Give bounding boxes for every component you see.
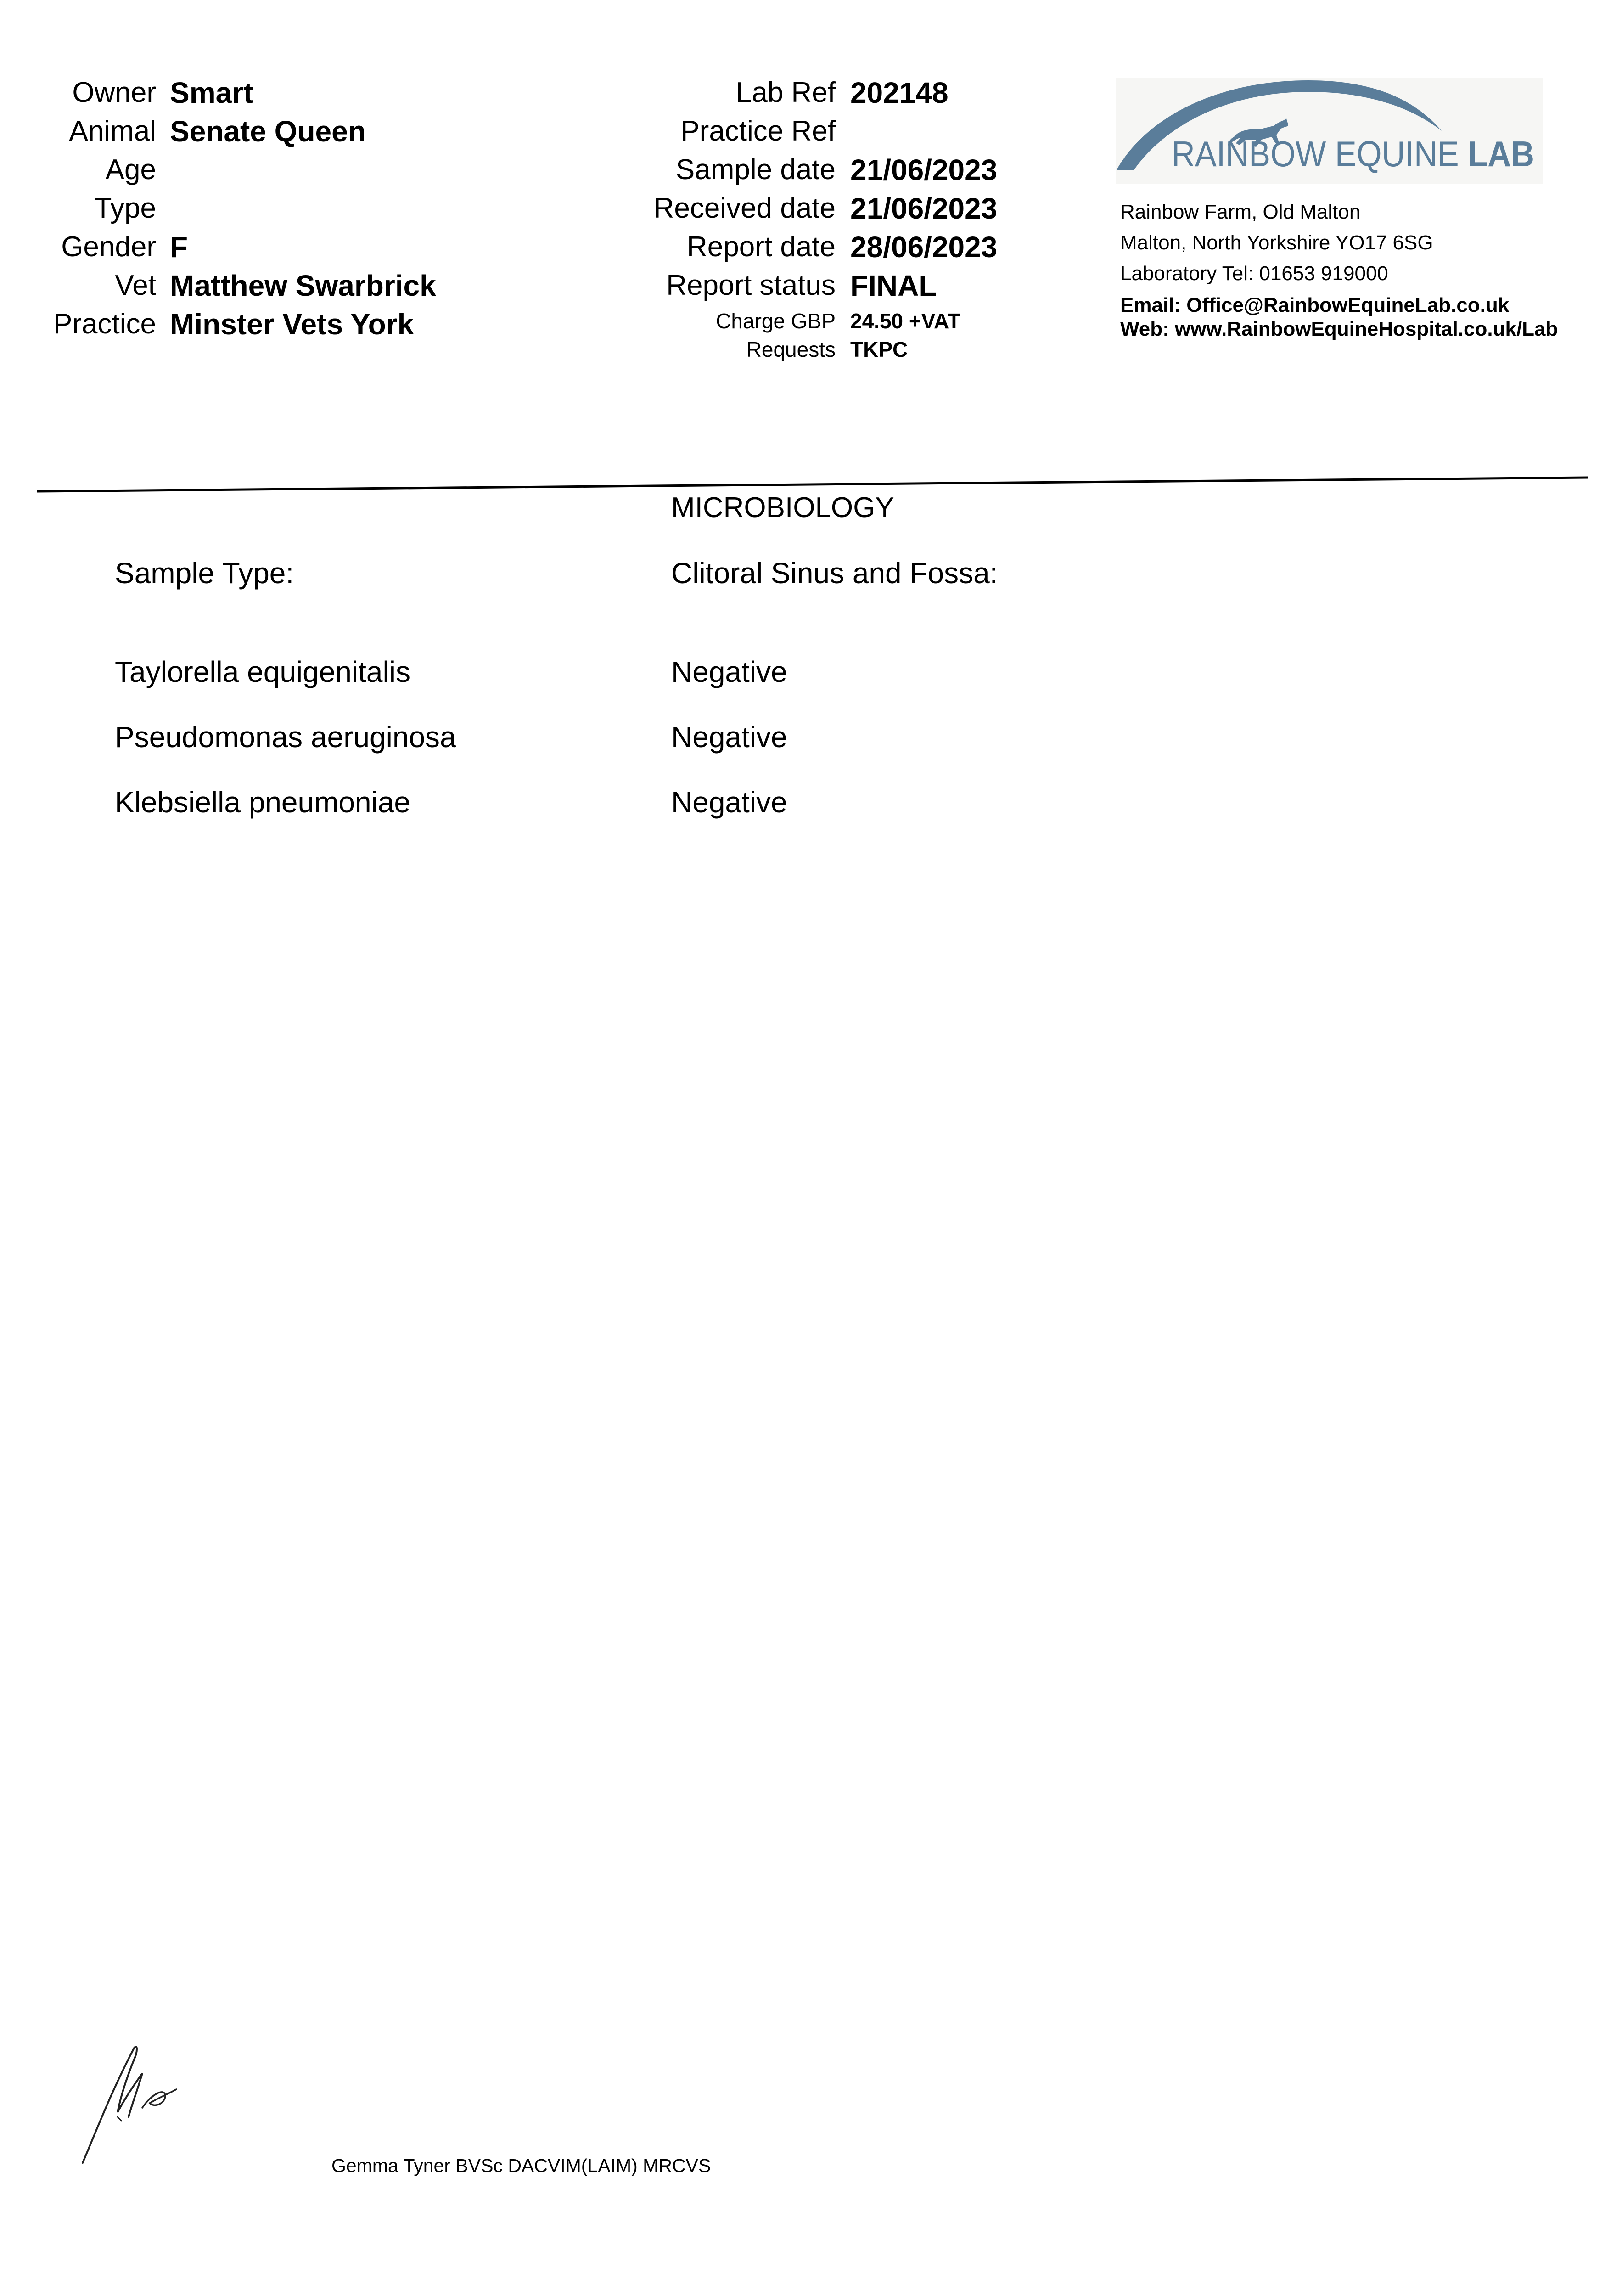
lab-address-line1: Rainbow Farm, Old Malton	[1120, 201, 1361, 223]
age-label: Age	[105, 154, 156, 186]
vet-value: Matthew Swarbrick	[170, 269, 436, 302]
result-value: Negative	[671, 720, 787, 754]
requests-label: Requests	[746, 338, 836, 361]
rainbow-equine-lab-logo	[1116, 78, 1543, 184]
type-row	[0, 189, 156, 228]
report-status-label: Report status	[666, 270, 836, 301]
sample-date-label: Sample date	[675, 154, 836, 186]
owner-label: Owner	[72, 77, 156, 108]
animal-value: Senate Queen	[170, 115, 366, 148]
logo-wordmark: RAINBOW EQUINE LAB	[1172, 134, 1542, 174]
practice-row	[0, 305, 414, 343]
gender-value: F	[170, 231, 188, 264]
lab-ref-label: Lab Ref	[735, 77, 836, 108]
report-status-value: FINAL	[850, 269, 937, 302]
age-row	[0, 151, 156, 189]
practice-label: Practice	[53, 308, 156, 340]
gender-label: Gender	[61, 231, 156, 263]
report-date-row	[505, 228, 998, 266]
result-organism: Pseudomonas aeruginosa	[115, 720, 456, 754]
received-date-value: 21/06/2023	[850, 192, 998, 225]
received-date-label: Received date	[653, 192, 836, 224]
gender-row	[0, 228, 188, 266]
requests-row	[505, 335, 908, 364]
received-date-row	[505, 189, 998, 228]
lab-ref-row	[505, 73, 949, 112]
lab-website: Web: www.RainbowEquineHospital.co.uk/Lab	[1120, 318, 1558, 340]
owner-row	[0, 73, 253, 112]
result-organism: Taylorella equigenitalis	[115, 655, 410, 688]
patient-details	[0, 73, 505, 349]
signer-name: Gemma Tyner BVSc DACVIM(LAIM) MRCVS	[331, 2155, 711, 2176]
sample-type-label: Sample Type:	[115, 557, 294, 590]
charge-label: Charge GBP	[716, 309, 836, 333]
report-date-label: Report date	[687, 231, 836, 263]
result-organism: Klebsiella pneumoniae	[115, 786, 410, 819]
report-details	[505, 73, 1056, 372]
requests-value: TKPC	[850, 338, 908, 361]
lab-ref-value: 202148	[850, 76, 949, 109]
section-title: MICROBIOLOGY	[671, 492, 894, 523]
sample-date-row	[505, 151, 998, 189]
sample-date-value: 21/06/2023	[850, 153, 998, 186]
lab-address-line2: Malton, North Yorkshire YO17 6SG	[1120, 231, 1433, 254]
vet-label: Vet	[115, 270, 156, 301]
signature-image	[73, 2039, 179, 2167]
report-status-row	[505, 266, 937, 305]
animal-label: Animal	[69, 115, 156, 147]
vet-row	[0, 266, 436, 305]
practice-ref-label: Practice Ref	[680, 115, 836, 147]
charge-value: 24.50 +VAT	[850, 309, 960, 333]
practice-ref-row	[505, 112, 836, 151]
section-divider	[37, 475, 1588, 494]
report-date-value: 28/06/2023	[850, 231, 998, 264]
practice-value: Minster Vets York	[170, 308, 414, 341]
lab-phone: Laboratory Tel: 01653 919000	[1120, 262, 1388, 285]
result-value: Negative	[671, 655, 787, 688]
lab-email: Email: Office@RainbowEquineLab.co.uk	[1120, 294, 1510, 316]
owner-value: Smart	[170, 76, 253, 109]
animal-row	[0, 112, 366, 151]
type-label: Type	[94, 192, 156, 224]
sample-type-value: Clitoral Sinus and Fossa:	[671, 557, 998, 590]
charge-row	[505, 307, 960, 335]
result-value: Negative	[671, 786, 787, 819]
